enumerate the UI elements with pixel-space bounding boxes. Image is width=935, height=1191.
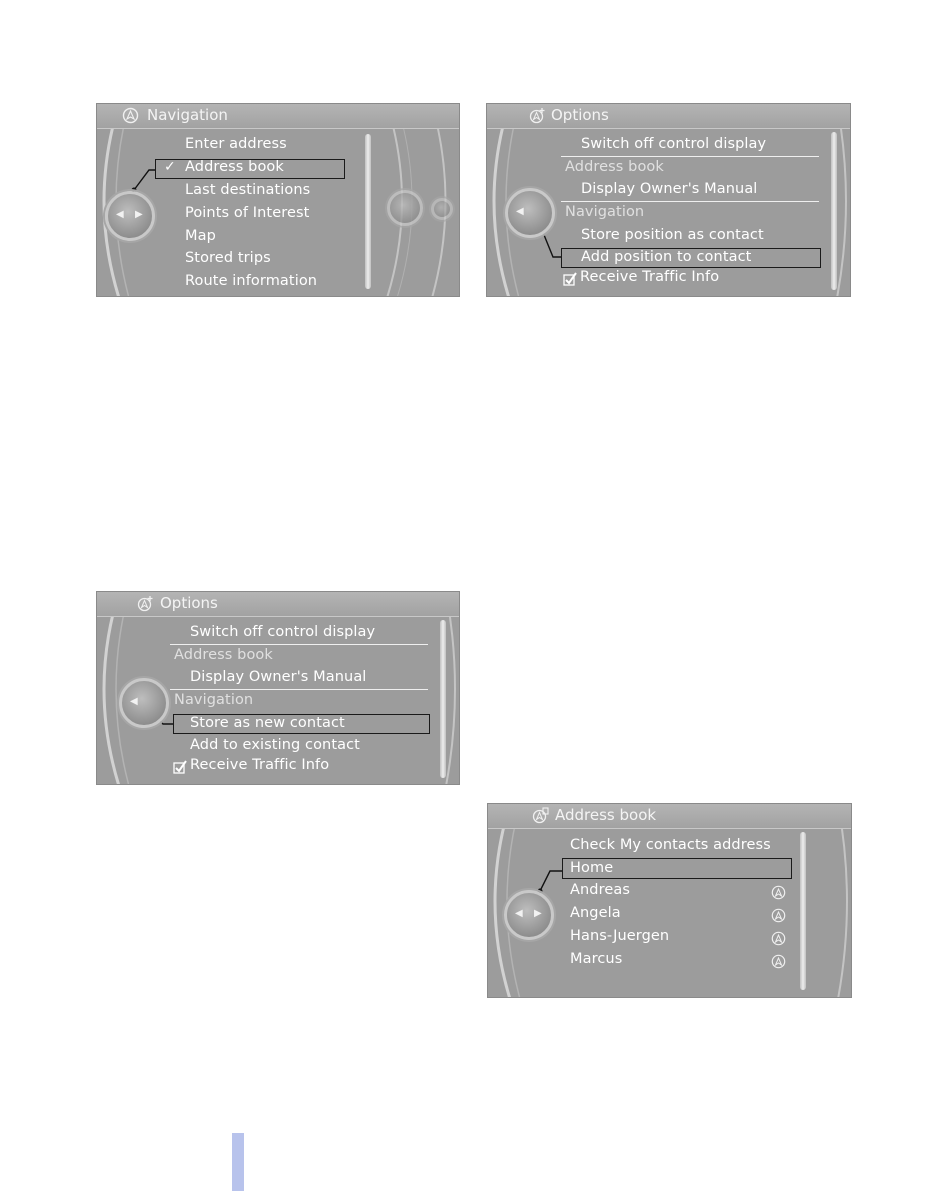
menu-item-check-contacts[interactable]: Check My contacts address [570, 837, 771, 853]
menu-item-stored-trips[interactable]: Stored trips [185, 250, 271, 266]
left-arrow-icon: ◀ [130, 696, 138, 707]
menu-item-address-book[interactable]: Address book [185, 159, 284, 175]
screen-title: Options [551, 106, 609, 124]
side-control-knob [387, 190, 423, 226]
contact-angela[interactable]: Angela [570, 905, 621, 921]
category-address-book: Address book [565, 159, 664, 175]
contact-marcus[interactable]: Marcus [570, 951, 623, 967]
scrollbar[interactable] [831, 132, 837, 290]
left-arrow-icon: ◀ [515, 908, 523, 919]
right-arrow-icon: ▶ [534, 908, 542, 919]
menu-item-add-position[interactable]: Add position to contact [581, 249, 752, 265]
scrollbar[interactable] [800, 832, 806, 990]
controller-knob [504, 890, 554, 940]
contact-andreas[interactable]: Andreas [570, 882, 631, 898]
menu-item-last-destinations[interactable]: Last destinations [185, 182, 311, 198]
category-address-book: Address book [174, 647, 273, 663]
screen-title: Options [160, 594, 218, 612]
screen-title: Address book [555, 806, 657, 824]
screen-title: Navigation [147, 106, 228, 124]
right-arrow-icon: ▶ [135, 209, 143, 220]
menu-item-owners-manual[interactable]: Display Owner's Manual [190, 669, 367, 685]
menu-item-owners-manual[interactable]: Display Owner's Manual [581, 181, 758, 197]
category-navigation: Navigation [565, 204, 645, 220]
menu-item-enter-address[interactable]: Enter address [185, 136, 287, 152]
left-arrow-icon: ◀ [116, 209, 124, 220]
category-navigation: Navigation [174, 692, 254, 708]
scrollbar[interactable] [365, 134, 371, 289]
menu-item-map[interactable]: Map [185, 228, 216, 244]
scrollbar[interactable] [440, 620, 446, 778]
menu-item-switch-off-display[interactable]: Switch off control display [190, 624, 376, 640]
menu-item-store-new-contact[interactable]: Store as new contact [190, 715, 345, 731]
check-icon: ✓ [164, 159, 176, 175]
options-screen-position [486, 103, 851, 297]
options-screen-contact [96, 591, 460, 785]
menu-item-switch-off-display[interactable]: Switch off control display [581, 136, 767, 152]
side-plus-knob [431, 198, 453, 220]
controller-knob [119, 678, 169, 728]
address-book-screen [487, 803, 852, 998]
menu-item-points-of-interest[interactable]: Points of Interest [185, 205, 310, 221]
left-arrow-icon: ◀ [516, 206, 524, 217]
menu-item-add-existing-contact[interactable]: Add to existing contact [190, 737, 360, 753]
menu-item-receive-traffic-info[interactable]: Receive Traffic Info [190, 757, 330, 773]
menu-item-store-position[interactable]: Store position as contact [581, 227, 764, 243]
menu-item-home[interactable]: Home [570, 860, 614, 876]
menu-item-route-information[interactable]: Route information [185, 273, 318, 289]
contact-hans-juergen[interactable]: Hans-Juergen [570, 928, 670, 944]
menu-item-receive-traffic-info[interactable]: Receive Traffic Info [580, 269, 720, 285]
controller-knob [505, 188, 555, 238]
controller-knob [105, 191, 155, 241]
page-edge-tab [232, 1133, 244, 1191]
navigation-screen [96, 103, 460, 297]
